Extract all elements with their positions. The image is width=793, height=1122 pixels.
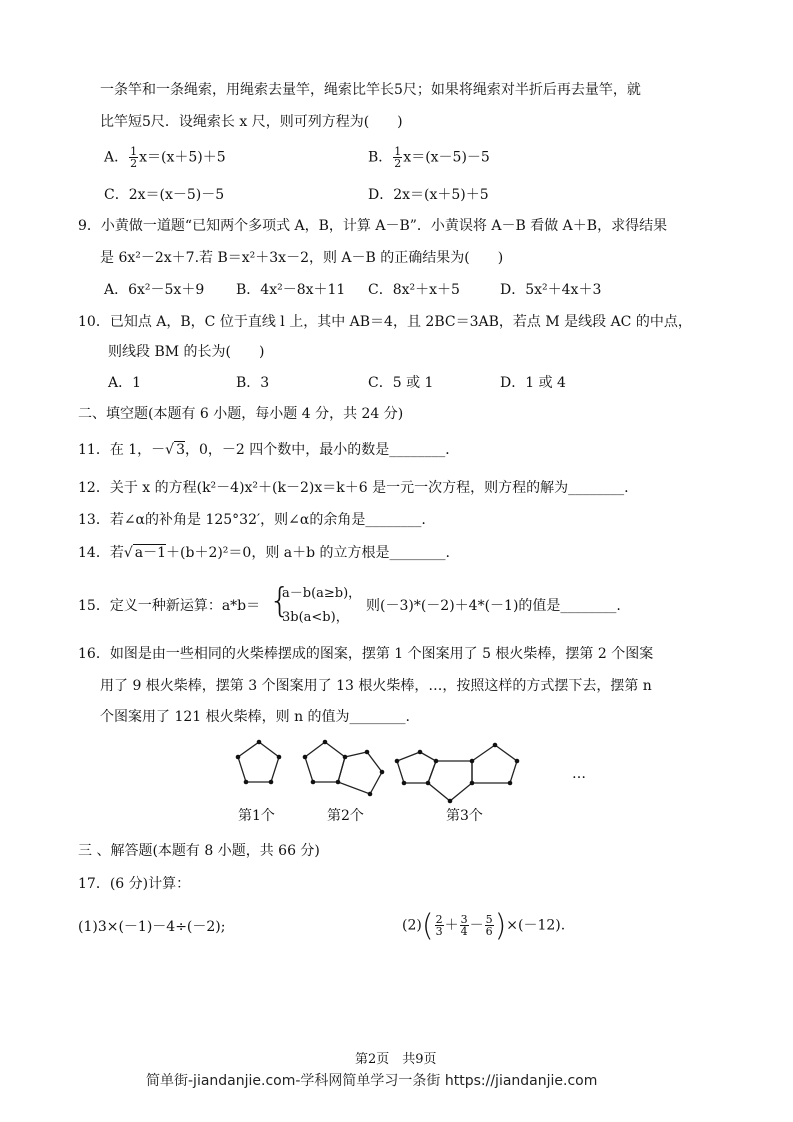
sqrt-sign: √ bbox=[123, 545, 133, 561]
pattern-3-pentagon-c bbox=[472, 745, 517, 783]
q11-pre: 11．在 1，－ bbox=[78, 442, 166, 458]
q17-part2-post: ×(－12). bbox=[506, 917, 566, 934]
q14-post: ＋(b＋2)²＝0，则 a＋b 的立方根是________. bbox=[166, 545, 450, 561]
fraction-numerator: 2 bbox=[435, 913, 443, 926]
fraction-denominator: 6 bbox=[485, 925, 493, 938]
section3-heading: 三 、解答题(本题有 8 小题，共 66 分) bbox=[78, 843, 320, 859]
section2-heading: 二、填空题(本题有 6 小题，每小题 4 分，共 24 分) bbox=[78, 406, 404, 422]
q17-part2-pre: (2) bbox=[402, 917, 422, 934]
q8-line2: 比竿短5尺．设绳索长 x 尺，则可列方程为( ) bbox=[100, 114, 403, 130]
page-number: 第2页 共9页 bbox=[355, 1052, 437, 1067]
q9-option-d: D．5x²＋4x＋3 bbox=[500, 282, 602, 298]
fraction-denominator: 4 bbox=[460, 925, 468, 938]
q8-line1: 一条竿和一条绳索，用绳索去量竿，绳索比竿长5尺；如果将绳索对半折后再去量竿，就 bbox=[100, 82, 641, 98]
q16-line1: 16．如图是由一些相同的火柴棒摆成的图案，摆第 1 个图案用了 5 根火柴棒，摆第 2 个图案 bbox=[78, 646, 654, 662]
q13: 13．若∠α的补角是 125°32′，则∠α的余角是________. bbox=[78, 512, 426, 528]
fraction-2-3 bbox=[435, 914, 444, 937]
q8-option-b bbox=[368, 146, 490, 169]
q11 bbox=[78, 440, 459, 460]
q8-option-a-label: A． bbox=[104, 149, 129, 166]
q15-case2: 3b(a<b)， bbox=[282, 610, 349, 625]
sqrt-sign: √ bbox=[165, 442, 175, 458]
q9-option-c: C．8x²＋x＋5 bbox=[368, 282, 460, 298]
piecewise-brace: { bbox=[269, 581, 291, 621]
footer-site-text: 简单街-jiandanjie.com-学科网简单学习一条街 https://jiandanjie.com bbox=[146, 1073, 598, 1089]
left-paren: ( bbox=[421, 908, 434, 944]
q11-sqrt-value: 3 bbox=[176, 442, 186, 458]
q10-option-a: A．1 bbox=[108, 375, 142, 391]
q17-part2 bbox=[402, 908, 566, 944]
q17-part1: (1)3×(－1)－4÷(－2); bbox=[78, 919, 226, 935]
q8-option-d: D．2x＝(x＋5)＋5 bbox=[368, 187, 489, 203]
fraction-3-4 bbox=[460, 914, 469, 937]
right-paren: ) bbox=[494, 908, 507, 944]
fraction-denominator: 2 bbox=[130, 157, 138, 170]
q9-option-a: A．6x²－5x＋9 bbox=[104, 282, 205, 298]
figure-label-1: 第1个 bbox=[238, 808, 275, 824]
fraction-numerator: 1 bbox=[130, 145, 138, 158]
q10-option-c: C．5 或 1 bbox=[368, 375, 434, 391]
q14 bbox=[78, 543, 450, 563]
q15-pre: 15．定义一种新运算：a*b＝ bbox=[78, 598, 261, 614]
fraction-denominator: 3 bbox=[435, 925, 443, 938]
pattern-3-pentagon-b bbox=[428, 761, 472, 801]
q8-option-a-text: x＝(x＋5)＋5 bbox=[139, 149, 226, 166]
q8-option-b-fraction bbox=[393, 146, 402, 169]
pattern-2-pentagon-a bbox=[305, 742, 345, 782]
q8-option-a bbox=[104, 146, 226, 169]
figure-ellipsis: … bbox=[572, 766, 586, 782]
figure-label-2: 第2个 bbox=[327, 808, 364, 824]
q10-line1: 10．已知点 A，B，C 位于直线 l 上，其中 AB＝4，且 2BC＝3AB，若点 M 是线段 AC 的中点， bbox=[78, 314, 692, 330]
q12: 12．关于 x 的方程(k²－4)x²＋(k－2)x＝k＋6 是一元一次方程，则方程的解为________. bbox=[78, 480, 629, 496]
q11-post: ，0，－2 四个数中，最小的数是________． bbox=[185, 442, 460, 458]
q9-line1: 9．小黄做一道题“已知两个多项式 A，B，计算 A－B”．小黄误将 A－B 看做 A＋B，求得结果 bbox=[78, 218, 668, 234]
q14-pre: 14．若 bbox=[78, 545, 124, 561]
q9-option-b: B．4x²－8x＋11 bbox=[236, 282, 346, 298]
plus-operator: ＋ bbox=[444, 917, 459, 934]
fraction-5-6 bbox=[485, 914, 494, 937]
q9-line2: 是 6x²－2x＋7.若 B＝x²＋3x－2，则 A－B 的正确结果为( ) bbox=[100, 250, 504, 266]
q14-sqrt-value: a－1 bbox=[134, 545, 167, 561]
figure-label-3: 第3个 bbox=[446, 808, 483, 824]
q15-post: 则(－3)*(－2)＋4*(－1)的值是________. bbox=[366, 598, 621, 614]
minus-operator: － bbox=[469, 917, 484, 934]
fraction-numerator: 3 bbox=[460, 913, 468, 926]
fraction-numerator: 1 bbox=[394, 145, 402, 158]
q10-option-d: D．1 或 4 bbox=[500, 375, 566, 391]
q10-option-b: B．3 bbox=[236, 375, 270, 391]
q16-line3: 个图案用了 121 根火柴棒，则 n 的值为________. bbox=[100, 709, 410, 725]
q8-option-b-text: x＝(x－5)－5 bbox=[403, 149, 490, 166]
pattern-1-pentagon bbox=[238, 742, 279, 782]
q8-option-b-label: B． bbox=[368, 149, 393, 166]
q15-case1: a－b(a≥b)， bbox=[282, 586, 362, 601]
q10-line2: 则线段 BM 的长为( ) bbox=[108, 344, 265, 360]
fraction-denominator: 2 bbox=[394, 157, 402, 170]
fraction-numerator: 5 bbox=[485, 913, 493, 926]
q17-title: 17．(6 分)计算： bbox=[78, 876, 191, 892]
matchstick-figure bbox=[225, 735, 605, 810]
q8-option-a-fraction bbox=[129, 146, 138, 169]
q16-line2: 用了 9 根火柴棒，摆第 3 个图案用了 13 根火柴棒，…，按照这样的方式摆下去，摆第 n bbox=[100, 678, 652, 694]
q8-option-c: C．2x＝(x－5)－5 bbox=[104, 187, 225, 203]
